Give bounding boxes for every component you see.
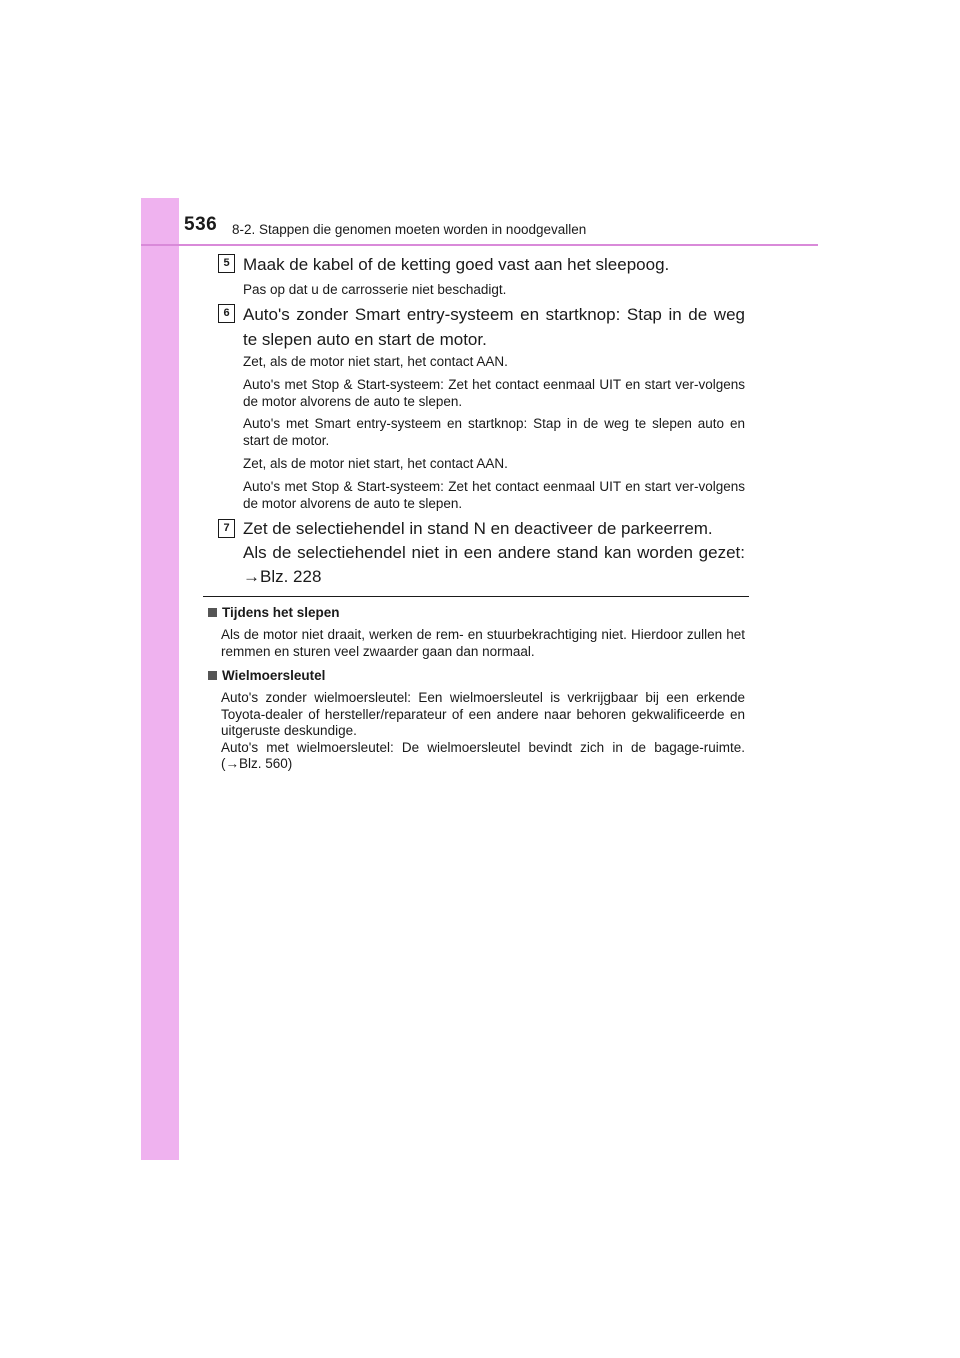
paragraph: Auto's zonder wielmoersleutel: Een wielmoersleutel is verkrijgbaar bij een erkende Toyota-dealer of hersteller/reparateur of een andere naar behoren gekwalificeerde en uitgeruste deskundige. (221, 690, 745, 738)
section-title: 8-2. Stappen die genomen moeten worden in noodgevallen (232, 222, 587, 237)
step-number-badge: 7 (218, 519, 235, 538)
step-note: Auto's met Stop & Start-systeem: Zet het contact eenmaal UIT en start ver-volgens de motor alvorens de auto te slepen. (243, 479, 745, 511)
chapter-sidebar-tab (141, 198, 179, 1160)
page-number: 536 (184, 214, 218, 235)
section-body (221, 690, 745, 773)
section-heading-text: Tijdens het slepen (222, 605, 340, 620)
step-note: Auto's met Smart entry-systeem en startknop: Stap in de weg te slepen auto en start de motor. (243, 416, 745, 448)
section-divider (203, 596, 749, 597)
square-bullet-icon (208, 608, 217, 617)
step-note: Zet, als de motor niet start, het contact AAN. (243, 456, 508, 471)
section-body (221, 627, 745, 660)
section-heading-text: Wielmoersleutel (222, 668, 326, 683)
section-heading (208, 667, 325, 684)
step-number-badge: 6 (218, 304, 235, 323)
step-title: Auto's zonder Smart entry-systeem en startknop: Stap in de weg te slepen auto en start de motor. (243, 305, 745, 349)
paragraph: Als de motor niet draait, werken de rem- en stuurbekrachtiging niet. Hierdoor zullen het remmen en sturen veel zwaarder gaan dan normaal. (221, 627, 745, 659)
section-heading (208, 604, 340, 621)
step-note: Pas op dat u de carrosserie niet beschadigt. (243, 282, 507, 297)
step-title-continued: Als de selectiehendel niet in een andere stand kan worden gezet: (243, 543, 745, 562)
step-number-badge: 5 (218, 254, 235, 273)
step-note: Zet, als de motor niet start, het contact AAN. (243, 354, 508, 369)
step-title: Zet de selectiehendel in stand N en deactiveer de parkeerrem. (243, 519, 713, 538)
square-bullet-icon (208, 671, 217, 680)
step-title: Maak de kabel of de ketting goed vast aan het sleepoog. (243, 255, 670, 274)
page-reference: →Blz. 228 (243, 567, 322, 586)
step-note: Auto's met Stop & Start-systeem: Zet het contact eenmaal UIT en start ver-volgens de motor alvorens de auto te slepen. (243, 377, 745, 409)
paragraph: Auto's met wielmoersleutel: De wielmoersleutel bevindt zich in de bagage-ruimte. (→Blz. 560) (221, 739, 745, 771)
header-rule (141, 244, 818, 246)
